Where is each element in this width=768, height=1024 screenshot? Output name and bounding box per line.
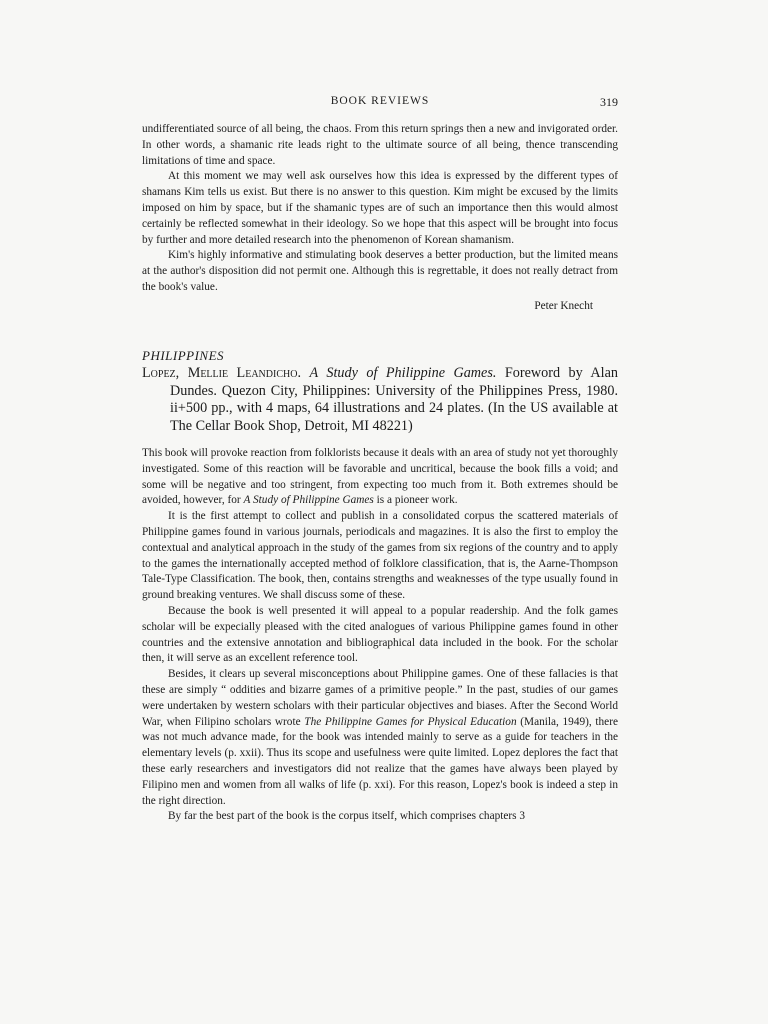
cited-book-title: The Philippine Games for Physical Education [304, 715, 517, 728]
review-book-title: A Study of Philippine Games [243, 494, 374, 507]
running-title: BOOK REVIEWS [330, 95, 430, 107]
review-text: is a pioneer work. [373, 494, 458, 507]
citation-author-surname: Lopez, [142, 365, 180, 381]
citation-publication-details: Foreword by Alan Dundes. Quezon City, Philippines: University of the Philippines Press, 1980. ii+500 pp., with 4 maps, 64 illustrations and 24 plates. (In the US available at The Cellar Book Shop, Detroit, MI 48221) [170, 365, 619, 434]
review-body [142, 446, 618, 825]
previous-review-paragraph: undifferentiated source of all being, the chaos. From this return springs then a new and invigorated order. In other words, a shamanic rite leads right to the ultimate source of all being, thence transcending limitations of time and space. [142, 123, 618, 167]
review-paragraph-2: It is the first attempt to collect and publish in a consolidated corpus the scattered materials of Philippine games found in various journals, periodicals and magazines. It is also the first to employ the contextual and analytical approach in the study of the games from six regions of the country and to apply to the games the internationally accepted method of folklore classification, that is, the Aarne-Thompson Tale-Type Classification. The book, then, contains strengths and weaknesses of the type usually found in ground breaking ventures. We shall discuss some of these. [142, 510, 618, 602]
review-paragraph-4 [142, 667, 618, 809]
page-number: 319 [600, 95, 618, 109]
previous-review-body [142, 122, 618, 296]
running-head [142, 95, 618, 111]
review-paragraph-1 [142, 446, 618, 509]
review-text: Besides, it clears up several misconceptions about Philippine games. One of these fallacies is that these are simply “ oddities and bizarre games of a primitive people.” In the past, studies of our games were undertaken by western scholars with their particular objectives and biases. After the Second World War, when Filipino scholars wrote [142, 668, 618, 728]
book-citation [142, 365, 618, 435]
review-text: (Manila, 1949), there was not much advance made, for the book was intended mainly to serve as a guide for teachers in the elementary levels (p. xxii). Thus its scope and usefulness were quite limited. Lopez deplores the fact that these early researchers and investigators did not realize that the games have always been played by Filipino men and women from all walks of life (p. xxi). For this reason, Lopez's book is indeed a step in the right direction. [142, 715, 618, 807]
citation-author-given: Mellie Leandicho. [187, 365, 301, 381]
previous-review-paragraph: Kim's highly informative and stimulating book deserves a better production, but the limited means at the author's disposition did not permit one. Although this is regrettable, it does not really detract from the book's value. [142, 249, 618, 293]
review-paragraph-3: Because the book is well presented it will appeal to a popular readership. And the folk games scholar will be expecially pleased with the cited analogues of various Philippine games found in other countries and the extensive annotation and bibliographical data included in the book. For the scholar then, it will serve as an excellent reference tool. [142, 604, 618, 665]
section-heading: PHILIPPINES [142, 348, 225, 363]
review-paragraph-5: By far the best part of the book is the corpus itself, which comprises chapters 3 [168, 810, 526, 823]
citation-book-title: A Study of Philippine Games. [309, 365, 497, 381]
previous-review-paragraph: At this moment we may well ask ourselves how this idea is expressed by the different types of shamans Kim tells us exist. But there is no answer to this question. Kim might be excused by the limits imposed on him by space, but if the shamanic types are of such an importance then this would almost certainly be reflected somewhat in their ideology. So we hope that this aspect will be brought into focus by further and more detailed research into the phenomenon of Korean shamanism. [142, 170, 618, 246]
reviewer-signature: Peter Knecht [534, 300, 593, 312]
review-text: This book will provoke reaction from folklorists because it deals with an area of study not yet thoroughly investigated. Some of this reaction will be favorable and uncritical, because the book fills a void; and some will be negative and too stringent, from expecting too much from it. Both extremes should be avoided, however, for [142, 447, 618, 507]
